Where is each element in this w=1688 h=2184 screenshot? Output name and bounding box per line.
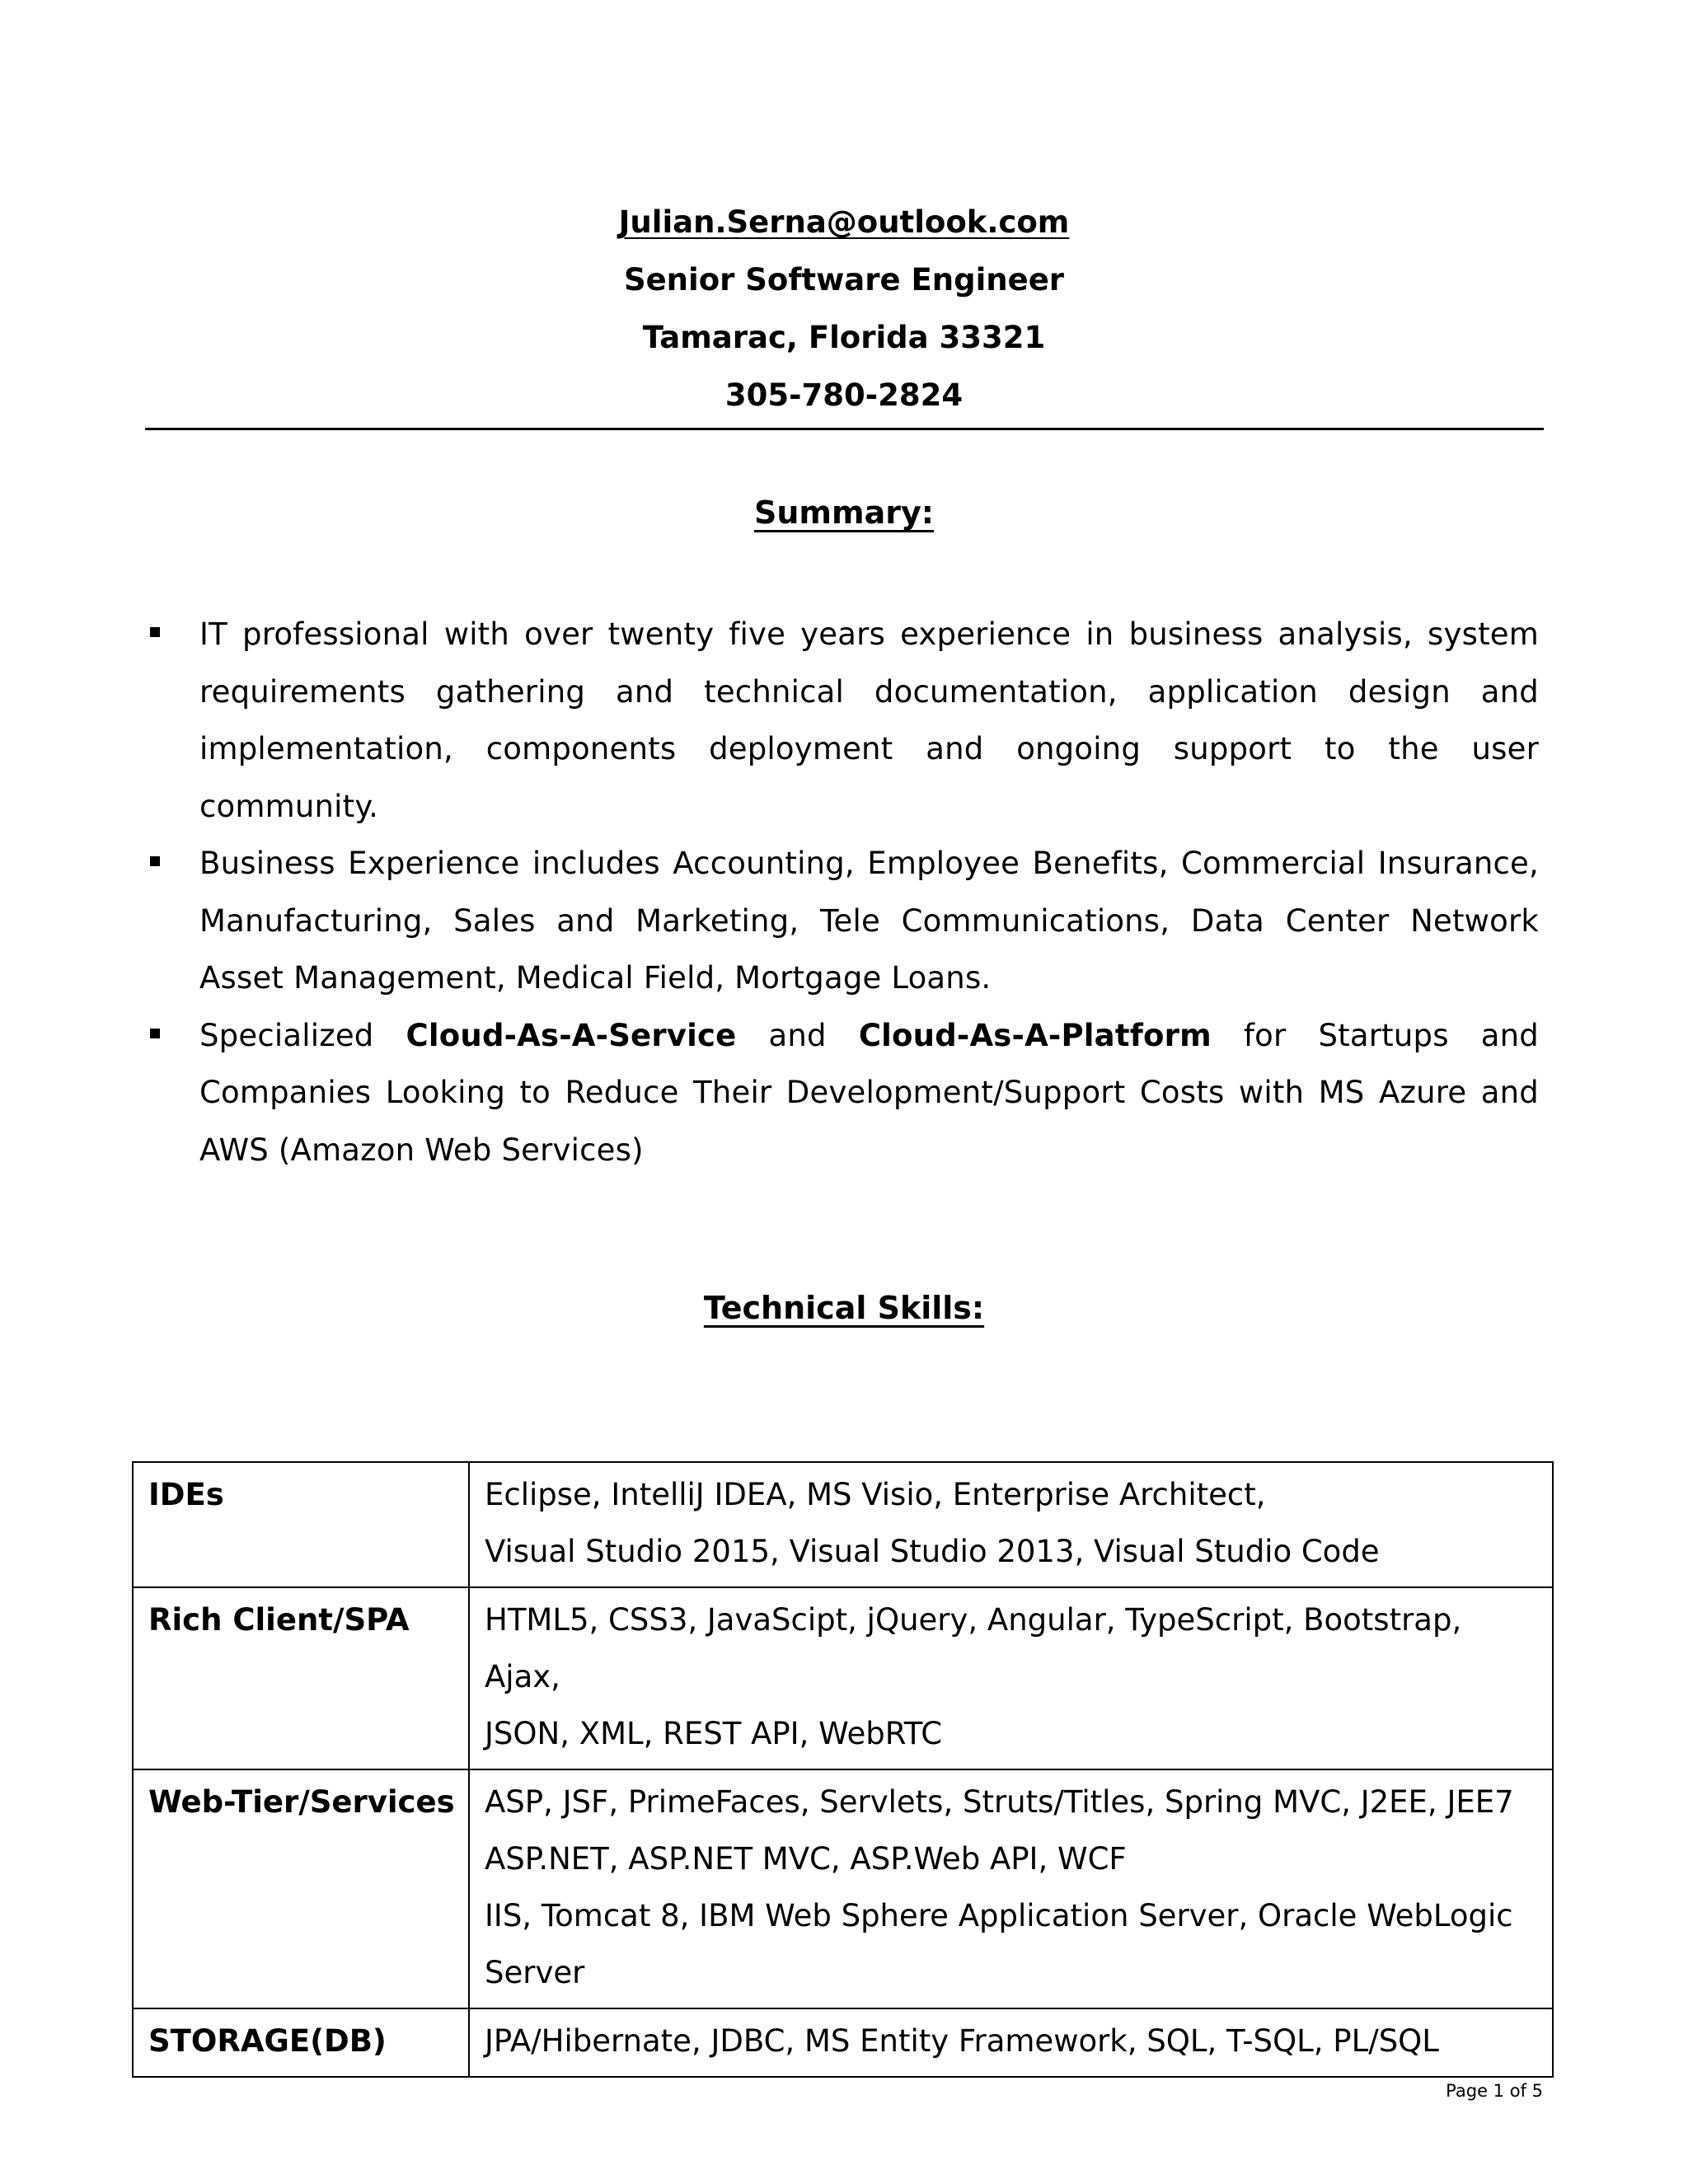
bullet-highlight: Cloud-As-A-Service: [406, 1017, 737, 1053]
square-bullet-icon: [150, 856, 160, 866]
skill-line: Eclipse, IntelliJ IDEA, MS Visio, Enterprise Architect,: [485, 1477, 1266, 1512]
page-number: Page 1 of 5: [1446, 2081, 1543, 2101]
summary-list: [150, 606, 1539, 1179]
bullet-text-part: and: [736, 1017, 859, 1053]
job-title: Senior Software Engineer: [623, 262, 1065, 298]
skill-line: HTML5, CSS3, JavaScipt, jQuery, Angular, TypeScript, Bootstrap, Ajax,: [485, 1602, 1462, 1694]
bullet-highlight: Cloud-As-A-Platform: [858, 1017, 1212, 1053]
skill-category: STORAGE(DB): [133, 2008, 469, 2077]
skill-category: Web-Tier/Services: [133, 1769, 469, 2008]
table-row: [133, 1462, 1553, 1587]
header-divider: [145, 428, 1544, 430]
list-item: [150, 835, 1539, 1007]
location: Tamarac, Florida 33321: [642, 320, 1046, 355]
summary-heading: Summary:: [754, 494, 934, 531]
bullet-text-part: Specialized: [199, 1017, 406, 1053]
skill-line: JSON, XML, REST API, WebRTC: [485, 1716, 943, 1751]
email-link[interactable]: Julian.Serna@outlook.com: [618, 204, 1070, 240]
skill-line: ASP, JSF, PrimeFaces, Servlets, Struts/Titles, Spring MVC, J2EE, JEE7: [485, 1784, 1514, 1820]
skill-values: [469, 2008, 1553, 2077]
square-bullet-icon: [150, 627, 160, 637]
list-item: [150, 1007, 1539, 1179]
contact-email[interactable]: [0, 204, 1688, 241]
phone-number: 305-780-2824: [724, 377, 964, 413]
bullet-text: Business Experience includes Accounting, Employee Benefits, Commercial Insurance, Manufacturing, Sales and Marketing, Tele Communications, Data Center Network Asset Management, Medical Field, Mortgage Loans.: [199, 846, 1539, 996]
table-row: [133, 1769, 1553, 2008]
square-bullet-icon: [150, 1029, 160, 1038]
skill-category: Rich Client/SPA: [133, 1587, 469, 1769]
table-row: [133, 1587, 1553, 1769]
table-row: [133, 2008, 1553, 2077]
skill-values: [469, 1769, 1553, 2008]
technical-skills-heading: Technical Skills:: [703, 1290, 985, 1326]
bullet-text: IT professional with over twenty five years experience in business analysis, system requirements gathering and technical documentation, application design and implementation, components deployment and ongoing support to the user community.: [199, 616, 1539, 824]
skill-line: Visual Studio 2015, Visual Studio 2013, Visual Studio Code: [485, 1534, 1380, 1569]
skill-values: [469, 1462, 1553, 1587]
skill-line: IIS, Tomcat 8, IBM Web Sphere Application Server, Oracle WebLogic: [485, 1898, 1513, 1933]
skills-table: [132, 1461, 1554, 2078]
skill-line: ASP.NET, ASP.NET MVC, ASP.Web API, WCF: [485, 1841, 1127, 1877]
list-item: [150, 606, 1539, 835]
skill-values: [469, 1587, 1553, 1769]
bullet-text-part: for Startups and Companies Looking to Reduce Their Development/Support Costs with MS Azure and AWS (Amazon Web Services): [199, 1017, 1539, 1168]
skill-line: Server: [485, 1955, 585, 1990]
skill-category: IDEs: [133, 1462, 469, 1587]
skill-line: JPA/Hibernate, JDBC, MS Entity Framework, SQL, T-SQL, PL/SQL: [485, 2023, 1439, 2059]
